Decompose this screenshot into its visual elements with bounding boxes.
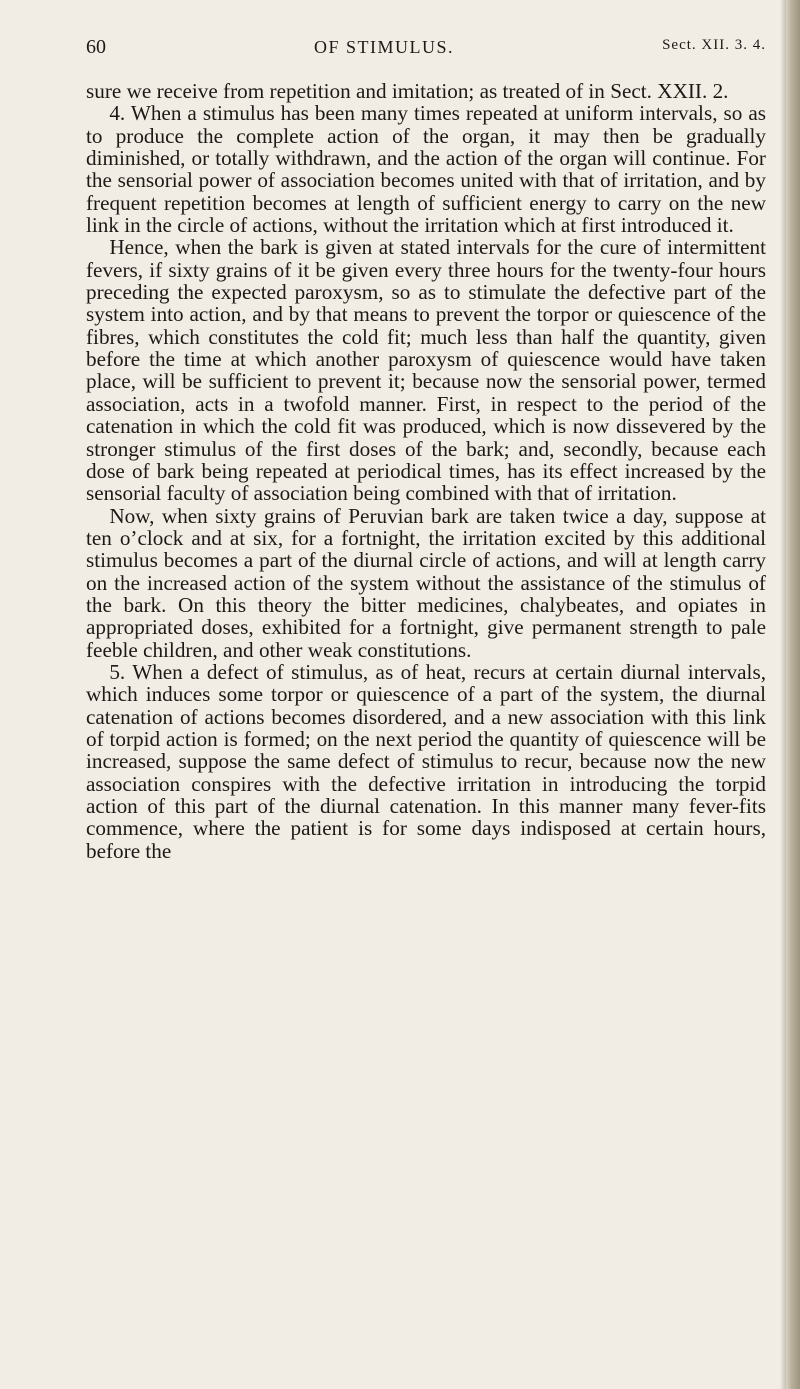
section-reference: Sect. XII. 3. 4. [662, 37, 766, 53]
page-number: 60 [86, 36, 106, 58]
paragraph-continuation: sure we receive from repetition and imitation; as treated of in Sect. XXII. 2. [86, 79, 729, 103]
running-header [86, 36, 766, 60]
page-edge-shadow [786, 0, 800, 1389]
running-title: OF STIMULUS. [314, 37, 455, 57]
paragraph-5: 5. When a defect of stimulus, as of heat, recurs at certain diurnal intervals, which induces some torpor or quiescence of a part of the system, the diurnal catenation of actions becomes disordered, and a new association with this link of torpid action is formed; on the next period the quantity of quiescence will be increased, suppose the same defect of stimulus to recur, because now the new association conspires with the defective irritation in introducing the torpid action of this part of the diurnal catenation. In this manner many fever-fits commence, where the patient is for some days indisposed at certain hours, before the [86, 659, 766, 863]
paragraph-bark-cure: Hence, when the bark is given at stated intervals for the cure of intermittent fevers, if sixty grains of it be given every three hours for the twenty-four hours preceding the expected paroxysm, so as to stimulate the defective part of the system into action, and by that means to prevent the torpor or quiescence of the fibres, which constitutes the cold fit; much less than half the quantity, given before the time at which another paroxysm of quiescence would have taken place, will be sufficient to prevent it; because now the sensorial power, termed association, acts in a twofold manner. First, in respect to the period of the catenation in which the cold fit was produced, which is now dissevered by the stronger stimulus of the first doses of the bark; and, secondly, because each dose of bark being repeated at periodical times, has its effect increased by the sensorial faculty of association being combined with that of irritation. [86, 235, 766, 506]
paragraph-peruvian-bark: Now, when sixty grains of Peruvian bark are taken twice a day, suppose at ten o’clock and at six, for a fortnight, the irritation excited by this additional stimulus becomes a part of the diurnal circle of actions, and will at length carry on the increased action of the system without the assistance of the stimulus of the bark. On this theory the bitter medicines, chalybeates, and opiates in appropriated doses, exhibited for a fortnight, give permanent strength to pale feeble children, and other weak constitutions. [86, 503, 766, 662]
body-text [86, 80, 766, 862]
paragraph-4: 4. When a stimulus has been many times repeated at uniform intervals, so as to produce the complete action of the organ, it may then be gradually diminished, or totally withdrawn, and the action of the organ will continue. For the sensorial power of association becomes united with that of irritation, and by frequent repetition becomes at length of sufficient energy to carry on the new link in the circle of actions, without the irritation which at first introduced it. [86, 101, 766, 238]
